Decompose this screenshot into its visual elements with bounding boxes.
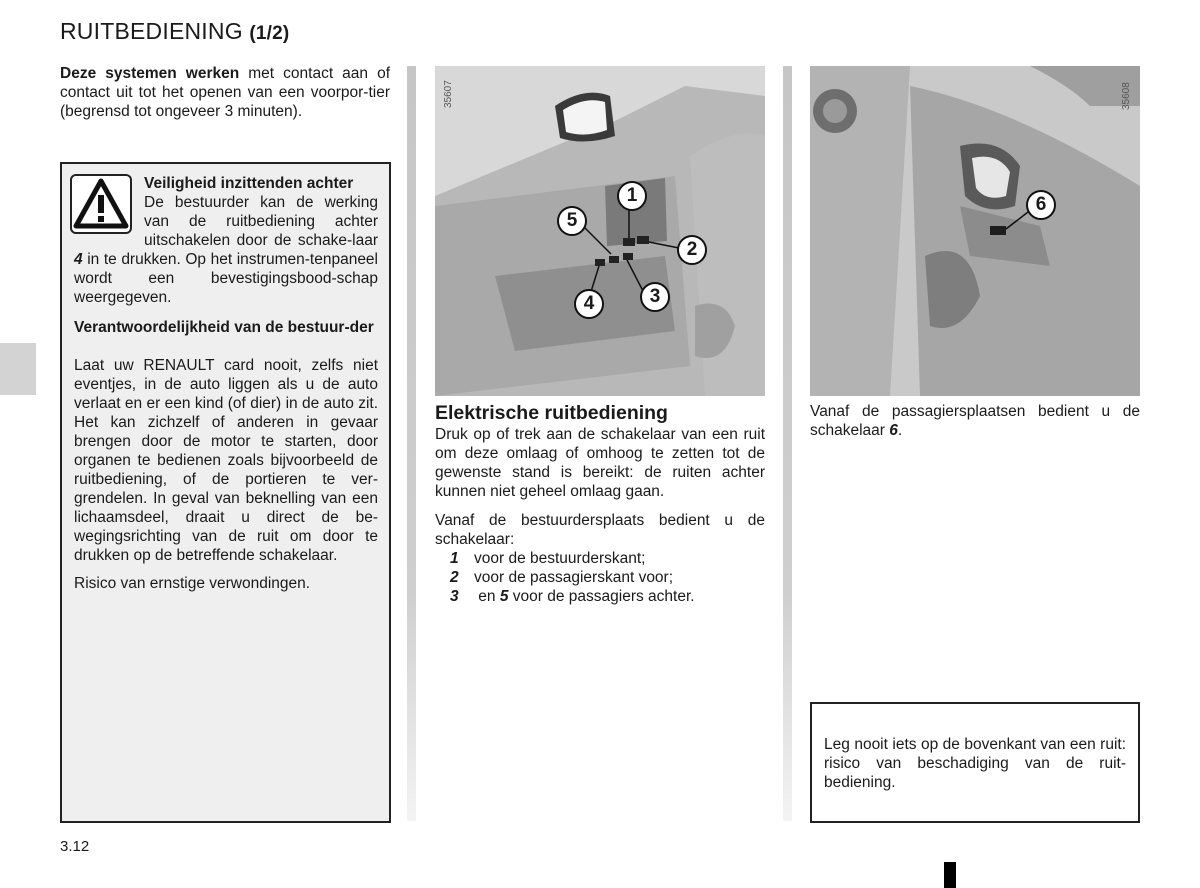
section-heading: Elektrische ruitbediening [435,402,668,424]
list-item [450,587,695,606]
list-text: voor de passagiers achter. [508,588,695,605]
door-panel-photo [435,66,765,396]
intro-text: met contact aan of contact uit tot het openen van een voorpor-tier (begrensd tot ongeveer 3 minuten). [60,65,391,120]
warning-p1-b: in te drukken. Op het instrumen-tenpaneel wordt een bevestigingsbood-schap weergegeven. [74,251,378,306]
list-item [450,568,673,587]
note-box [810,702,1140,823]
callout-6: 6 [1026,190,1056,220]
column-divider-1 [407,66,416,821]
caption-a: Vanaf de passagiersplaatsen bedient u de schakelaar [810,403,1140,439]
list-mid: en [474,588,500,605]
page-number: 3.12 [60,838,90,855]
switch-ref-4: 4 [74,251,83,268]
warning-heading-block [144,174,378,193]
list-num: 1 [450,550,459,567]
warning-p3: Risico van ernstige verwondingen. [74,575,311,592]
list-text: voor de bestuurderskant; [474,550,646,567]
warning-p1 [74,193,378,307]
warning-heading2-block [74,318,378,337]
note-text: Leg nooit iets op de bovenkant van een ruit: risico van beschadiging van de ruit-bediening. [824,736,1126,791]
rear-door-photo [810,66,1140,396]
chapter-tab [0,343,36,395]
intro-paragraph [60,64,390,121]
figure2-caption [810,402,1140,440]
figure1-code: 35607 [443,80,454,108]
figure2-code: 35608 [1121,82,1132,110]
warning-p2: Laat uw RENAULT card nooit, zelfs niet eventjes, in de auto liggen als u de auto verlaat en er een kind (of dier) in de auto zit. Het kan zichzelf of anderen in gevaar brengen door de motor te starten, door organen te bedienen zoals bijvoorbeeld de ruitbediening, of de portieren te ver-grendelen. In geval van beknelling van een lichaamsdeel, draait u direct de be-wegingsrichting van de ruit om door te drukken op de betreffende schakelaar. [74,357,378,564]
callout-1: 1 [617,181,647,211]
corner-mark [944,862,956,888]
caption-b: . [897,422,903,439]
callout-2: 2 [677,235,707,265]
section-p2: Vanaf de bestuurdersplaats bedient u de schakelaar: [435,512,765,548]
title-suffix: (1/2) [249,23,290,44]
list-num: 2 [450,569,459,586]
callout-5: 5 [557,206,587,236]
title-main: RUITBEDIENING [60,18,243,44]
warning-heading2: Verantwoordelijkheid van de bestuur-der [74,319,374,336]
list-num: 3 [450,588,459,605]
list-item [450,549,645,568]
list-num-2: 5 [499,588,509,605]
intro-bold: Deze systemen werken [60,65,240,82]
switch-ref-6: 6 [889,422,898,439]
page-title [60,18,289,45]
column-divider-2 [783,66,792,821]
warning-p1-a: De bestuurder kan de werking van de ruitbediening achter uitschakelen door de schake-laar [144,194,378,249]
list-text: voor de passagierskant voor; [474,569,674,586]
warning-heading: Veiligheid inzittenden achter [144,175,354,192]
section-p1: Druk op of trek aan de schakelaar van een ruit om deze omlaag of omhoog te zetten tot de gewenste stand is bereikt: de ruiten achter kunnen niet geheel omlaag gaan. [435,426,765,500]
callout-4: 4 [574,289,604,319]
callout-3: 3 [640,282,670,312]
warning-box [60,162,391,823]
